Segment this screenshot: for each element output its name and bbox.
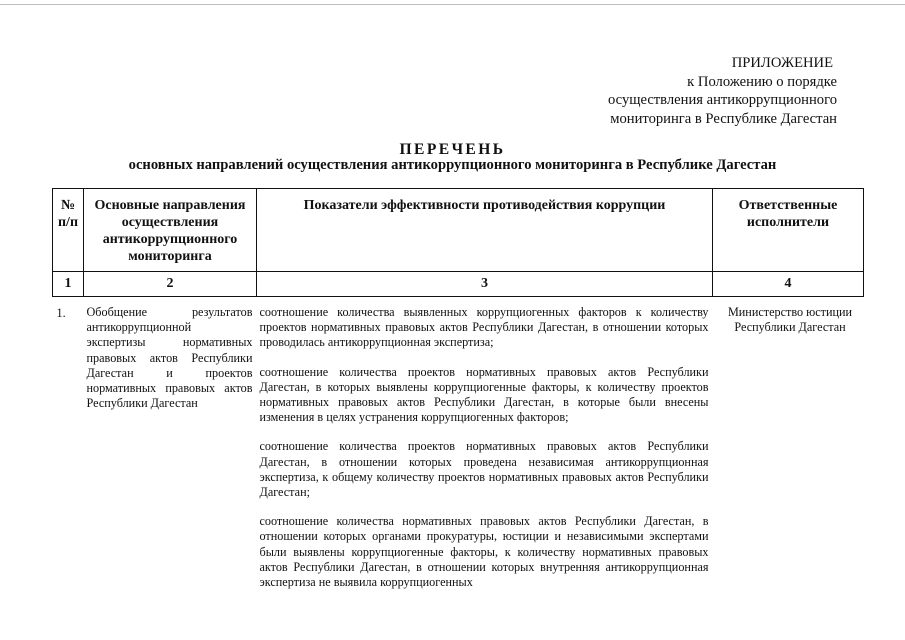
header-number: № п/п bbox=[53, 189, 84, 272]
indicators-list bbox=[259, 305, 709, 590]
column-number: 4 bbox=[713, 272, 864, 297]
indicator-item: соотношение количества проектов нормативных правовых актов Республики Дагестан, в которых выявлены коррупциогенные факторы, к количеству проектов нормативных правовых актов Республики Дагестан, в которые были внесены изменения в целях устранения коррупциогенных факторов; bbox=[259, 364, 709, 425]
table-header-row bbox=[53, 189, 864, 272]
column-number-row bbox=[53, 272, 864, 297]
indicators-cell bbox=[257, 297, 713, 590]
indicator-item: соотношение количества проектов нормативных правовых актов Республики Дагестан, в отношении которых проведена независимая антикоррупционная экспертиза, к общему количеству проектов нормативных правовых актов Республики Дагестан; bbox=[259, 439, 709, 500]
appendix-line: к Положению о порядке bbox=[687, 73, 837, 90]
appendix-line: мониторинга в Республике Дагестан bbox=[610, 110, 837, 127]
indicator-item: соотношение количества выявленных коррупциогенных факторов к количеству проектов нормативных правовых актов Республики Дагестан, в отношении которых проводилась антикоррупционная экспертиза; bbox=[259, 305, 709, 350]
document-subtitle: основных направлений осуществления антикоррупционного мониторинга в Республике Дагестан bbox=[128, 157, 777, 173]
direction-cell: Обобщение результатов антикоррупционной экспертизы нормативных правовых актов Республики Дагестан и проектов нормативных правовых актов Республики Дагестан bbox=[86, 305, 253, 411]
row-number: 1. bbox=[56, 306, 66, 320]
header-responsible: Ответственные исполнители bbox=[713, 189, 864, 272]
column-number: 3 bbox=[257, 272, 713, 297]
column-number: 1 bbox=[53, 272, 84, 297]
page-top-edge bbox=[0, 4, 905, 5]
directions-table bbox=[52, 188, 864, 590]
table-row bbox=[53, 297, 864, 528]
appendix-line: осуществления антикоррупционного bbox=[608, 92, 837, 109]
appendix-block bbox=[507, 54, 837, 128]
column-number: 2 bbox=[84, 272, 257, 297]
indicator-item: соотношение количества нормативных правовых актов Республики Дагестан, в отношении которых органами прокуратуры, юстиции и независимыми экспертами были выявлены коррупциогенные факторы, к количеству нормативных правовых актов Республики Дагестан, в отношении которых внутренняя антикоррупционная экспертиза не выявила коррупциогенных bbox=[259, 514, 709, 590]
header-directions: Основные направления осуществления антикоррупционного мониторинга bbox=[84, 189, 257, 272]
appendix-heading: ПРИЛОЖЕНИЕ bbox=[731, 55, 833, 71]
responsible-cell: Министерство юстиции Республики Дагестан bbox=[727, 305, 853, 335]
header-indicators: Показатели эффективности противодействия коррупции bbox=[257, 189, 713, 272]
document-title: ПЕРЕЧЕНЬ bbox=[399, 141, 506, 158]
